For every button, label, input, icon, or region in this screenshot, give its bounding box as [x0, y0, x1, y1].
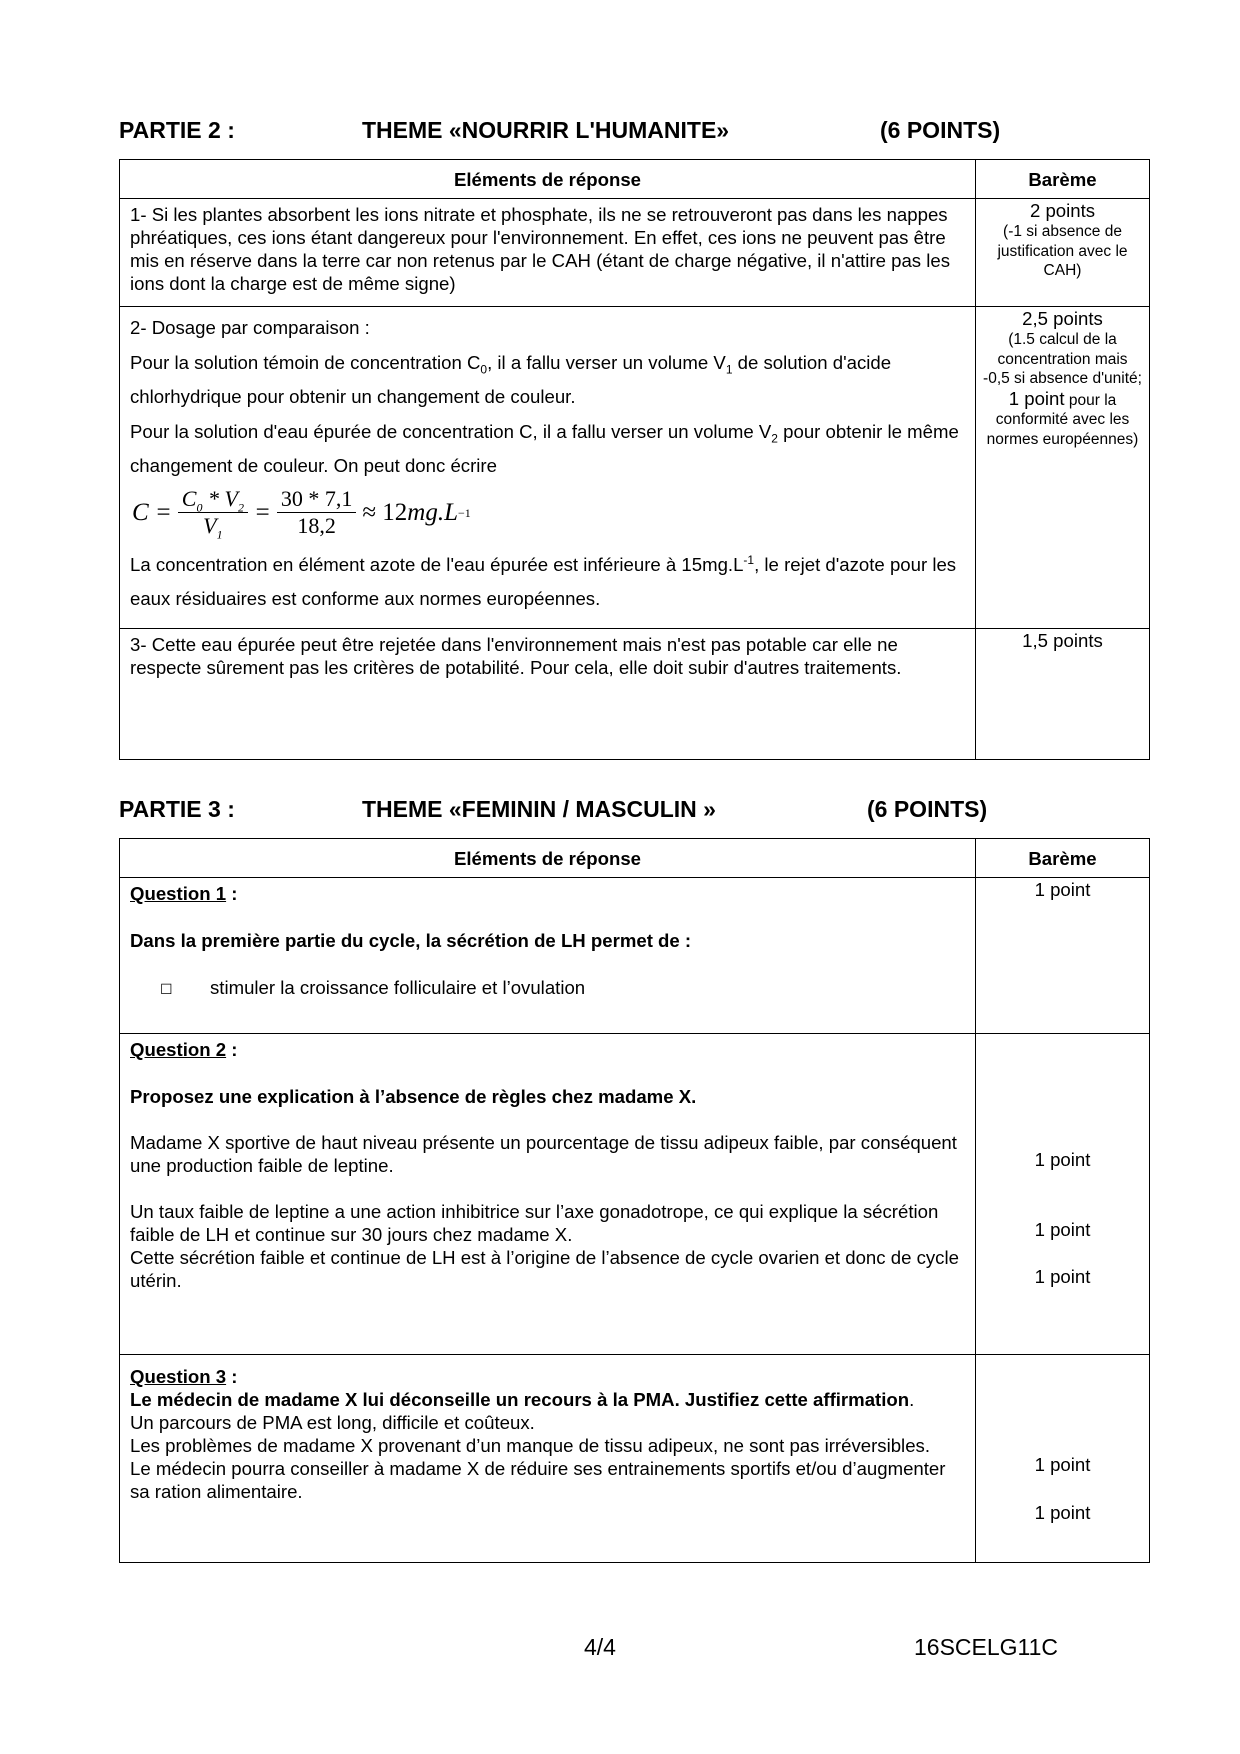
score-3	[976, 629, 1150, 760]
question-2-para-1: Madame X sportive de haut niveau présente un pourcentage de tissu adipeux faible, par conséquent une production faible de leptine.	[130, 1132, 957, 1176]
part2-points: (6 POINTS)	[880, 117, 1001, 143]
question-3-score-1: 1 point	[1034, 1454, 1091, 1475]
question-1	[120, 878, 976, 1034]
question-2-score-1: 1 point	[1034, 1149, 1091, 1170]
question-3-scores	[976, 1355, 1150, 1563]
part3-heading	[119, 796, 1149, 826]
part2-row-3	[120, 629, 1150, 760]
question-2-para-3: Cette sécrétion faible et continue de LH est à l’origine de l’absence de cycle ovarien et donc de cycle utérin.	[130, 1247, 959, 1291]
question-1-score: 1 point	[976, 878, 1150, 1034]
question-3	[120, 1355, 976, 1563]
score-2-note-2: 1 point pour la conformité avec les normes européennes)	[986, 387, 1139, 448]
score-1-note: (-1 si absence de justification avec le CAH)	[997, 223, 1128, 279]
part2-header-row	[120, 160, 1150, 199]
answer-3: 3- Cette eau épurée peut être rejetée dans l'environnement mais n'est pas potable car elle ne respecte sûrement pas les critères de potabilité. Pour cela, elle doit subir d'autres traitements.	[120, 629, 976, 760]
part3-theme: THEME «FEMININ / MASCULIN »	[362, 796, 716, 822]
col-response-header: Eléments de réponse	[120, 160, 976, 199]
question-2-para-2: Un taux faible de leptine a une action inhibitrice sur l’axe gonadotrope, ce qui explique la sécrétion faible de LH et continue sur 30 jours chez madame X.	[130, 1201, 939, 1245]
question-3-row	[120, 1355, 1150, 1563]
question-3-score-2: 1 point	[1034, 1502, 1091, 1523]
document-code: 16SCELG11C	[914, 1634, 1059, 1660]
part2-theme: THEME «NOURRIR L'HUMANITE»	[362, 117, 730, 143]
question-1-answer: ☐ stimuler la croissance folliculaire et l’ovulation	[130, 976, 965, 1001]
col-scale-header: Barème	[976, 160, 1150, 199]
question-3-para-2: Les problèmes de madame X provenant d’un manque de tissu adipeux, ne sont pas irréversibles.	[130, 1435, 930, 1456]
col-response-header: Eléments de réponse	[120, 839, 976, 878]
formula-fraction-symbolic: $\frac{C_0 * V_2}{V_1}$	[178, 486, 248, 539]
question-2	[120, 1034, 976, 1355]
question-2-scores	[976, 1034, 1150, 1355]
question-3-title: Question 3 :	[130, 1366, 238, 1387]
question-1-title: Question 1 :	[130, 883, 238, 904]
checkbox-icon: ☐	[160, 981, 173, 997]
part3-points: (6 POINTS)	[867, 796, 988, 822]
answer-2-para2: Pour la solution d'eau épurée de concentration C, il a fallu verser un volume $V_2$ pour obtenir le même changement de couleur. On peut donc écrire	[130, 420, 959, 476]
answer-2-para1: Pour la solution témoin de concentration $C_0$, il a fallu verser un volume $V_1$ de solution d'acide chlorhydrique pour obtenir un changement de couleur.	[130, 351, 892, 407]
answer-2-intro: 2- Dosage par comparaison :	[130, 317, 370, 338]
part2-label: PARTIE 2 :	[119, 117, 235, 143]
score-1-points: 2 points	[1029, 200, 1096, 221]
question-2-text: Proposez une explication à l’absence de règles chez madame X.	[130, 1086, 697, 1107]
answer-2-conclusion: La concentration en élément azote de l'eau épurée est inférieure à $15mg.L^{-1}$, le rejet d'azote pour les eaux résiduaires est conforme aux normes européennes.	[130, 552, 957, 609]
part2-table	[119, 159, 1150, 760]
question-3-para-1: Un parcours de PMA est long, difficile et coûteux.	[130, 1412, 535, 1433]
part3-label: PARTIE 3 :	[119, 796, 235, 822]
page-number: 4/4	[584, 1634, 616, 1660]
part2-heading	[119, 117, 1149, 147]
question-2-row	[120, 1034, 1150, 1355]
question-2-score-2: 1 point	[1034, 1219, 1091, 1240]
score-3-points: 1,5 points	[1022, 630, 1103, 651]
part3-header-row	[120, 839, 1150, 878]
concentration-formula: C = $\frac{C_0 * V_2}{V_1}$ = $\frac{30 * 7,1}{18,2}$ ≈ 12 mg.L −1	[132, 486, 471, 542]
answer-1: 1- Si les plantes absorbent les ions nitrate et phosphate, ils ne se retrouveront pas dans les nappes phréatiques, ces ions étant dangereux pour l'environnement. En effet, ces ions ne peuvent pas être mis en réserve dans la terre car non retenus par le CAH (étant de charge négative, il n'attire pas les ions dont la charge est de même signe)	[120, 199, 976, 307]
question-2-title: Question 2 :	[130, 1039, 238, 1060]
question-2-score-3: 1 point	[1034, 1266, 1091, 1287]
question-3-text: Le médecin de madame X lui déconseille un recours à la PMA. Justifiez cette affirmation.	[130, 1389, 915, 1410]
col-scale-header: Barème	[976, 839, 1150, 878]
formula-fraction-numeric: $\frac{30 * 7,1}{18,2}$	[277, 486, 357, 539]
part2-row-2	[120, 307, 1150, 629]
score-2-note-1: (1.5 calcul de la concentration mais -0,5 si absence d'unité;	[983, 331, 1142, 387]
question-3-para-3: Le médecin pourra conseiller à madame X de réduire ses entrainements sportifs et/ou d’augmenter sa ration alimentaire.	[130, 1458, 946, 1502]
question-1-text: Dans la première partie du cycle, la sécrétion de LH permet de :	[130, 930, 692, 951]
score-2	[976, 307, 1150, 629]
score-2-points: 2,5 points	[1022, 308, 1103, 329]
part3-table	[119, 838, 1150, 1563]
part2-row-1	[120, 199, 1150, 307]
question-1-row	[120, 878, 1150, 1034]
answer-2	[120, 307, 976, 629]
score-1	[976, 199, 1150, 307]
